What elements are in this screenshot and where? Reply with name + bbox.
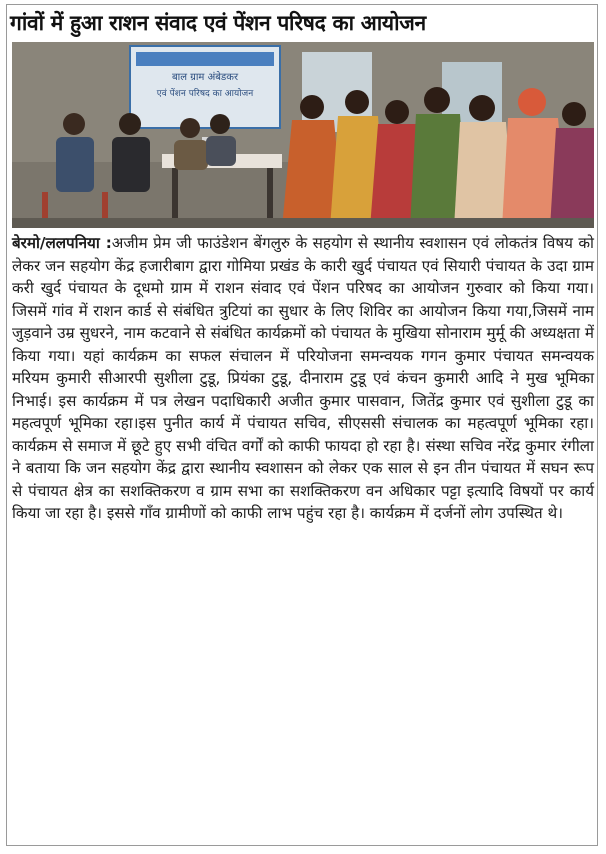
dateline: बेरमो/ललपनिया : [12, 234, 112, 252]
banner-text-2: एवं पेंशन परिषद का आयोजन [156, 89, 254, 99]
article-text: अजीम प्रेम जी फाउंडेशन बेंगलुरु के सहयोग से स्थानीय स्वशासन एवं लोकतंत्र विषय को लेकर जन सहयोग केंद्र हजारीबाग द्वारा गोमिया प्रखंड के कारी खुर्द पंचायत एवं सियारी पंचायत के उदा ग्राम करी खुर्द पंचायत के दूधमो ग्राम में राशन संवाद एवं पेंशन परिषद का आयोजन गुरुवार को किया गया। जिसमें गांव में राशन कार्ड से संबंधित त्रुटियां का सुधार के लिए शिविर का आयोजन किया गया,जिसमें नाम जुड़वाने उम्र सुधरने, नाम कटवाने से संबंधित कार्यक्रमों को पंचायत के मुखिया सोनाराम मुर्मू की अध्यक्षता में किया गया। यहां कार्यक्रम का सफल संचालन में परियोजना समन्वयक गगन कुमार पंचायत समन्वयक मरियम कुमारी सीआरपी सुशीला टुडू, प्रियंका टुडू, दीनाराम टुडू एवं कंचन कुमारी आदि ने मुख भूमिका निभाई। इस कार्यक्रम में पत्र लेखन पदाधिकारी अजीत कुमार पासवान, जितेंद्र कुमार एवं सुशीला टुडू का महत्वपूर्ण भूमिका रहा।इस पुनीत कार्य में पंचायत सचिव, सीएससी संचालक का महत्वपूर्ण भूमिका रहा। कार्यक्रम से समाज में छूटे हुए सभी वंचित वर्गों को काफी फायदा हो रहा है। संस्था सचिव नरेंद्र कुमार रंगीला ने बताया कि जन सहयोग केंद्र द्वारा स्थानीय स्वशासन को लेकर एक साल से इन तीन पंचायत में सघन रूप से पंचायत क्षेत्र का सशक्तिकरण व ग्राम सभा का सशक्तिकरण वन अधिकार पट्टा इत्यादि विषयों पर कार्य किया जा रहा है। इससे गाँव ग्रामीणों को काफी लाभ पहुंच रहा है। कार्यक्रम में दर्जनों लोग उपस्थित थे। [12, 234, 594, 522]
headline: गांवों में हुआ राशन संवाद एवं पेंशन परिषद का आयोजन [10, 11, 426, 35]
article-body [12, 232, 594, 842]
news-photo [12, 42, 594, 228]
banner-text-1: बाल ग्राम अंबेडकर [171, 72, 239, 83]
news-photo-illustration [12, 42, 594, 228]
